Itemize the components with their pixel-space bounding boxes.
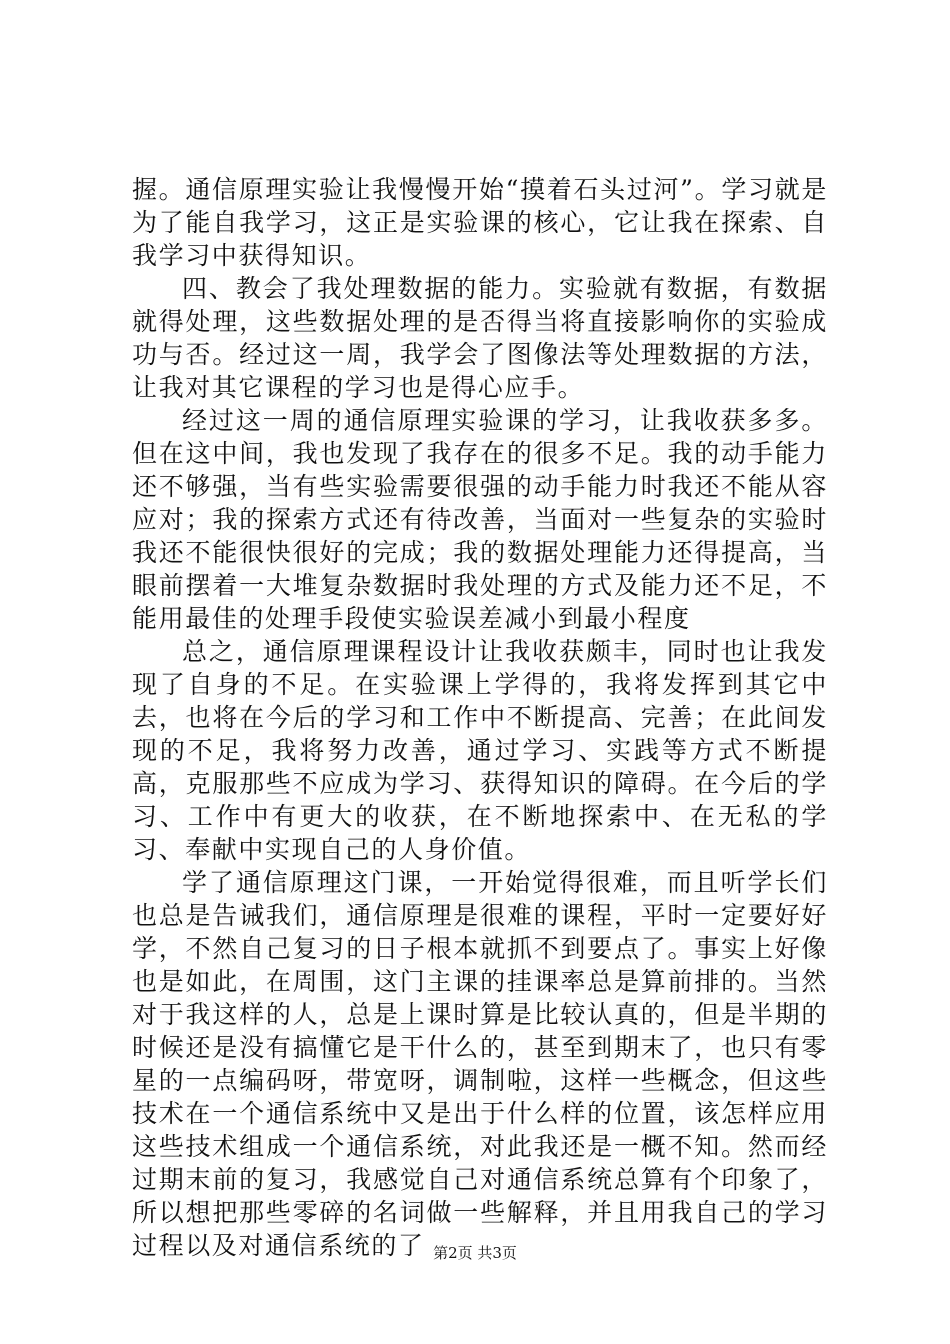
paragraph-data-processing: 四、教会了我处理数据的能力。实验就有数据，有数据就得处理，这些数据处理的是否得当将直接影响你的实验成功与否。经过这一周，我学会了图像法等处理数据的方法，让我对其它课程的学习也是得心应手。 (132, 274, 828, 402)
paragraph-shortcomings: 经过这一周的通信原理实验课的学习，让我收获多多。但在这中间，我也发现了我存在的很多不足。我的动手能力还不够强，当有些实验需要很强的动手能力时我还不能从容应对；我的探索方式还有待改善，当面对一些复杂的实验时我还不能很快很好的完成；我的数据处理能力还得提高，当眼前摆着一大堆复杂数据时我处理的方式及能力还不足，不能用最佳的处理手段使实验误差减小到最小程度 (132, 406, 828, 633)
document-body (132, 173, 828, 1262)
paragraph-summary: 总之，通信原理课程设计让我收获颇丰，同时也让我发现了自身的不足。在实验课上学得的，我将发挥到其它中去，也将在今后的学习和工作中不断提高、完善；在此间发现的不足，我将努力改善，通过学习、实践等方式不断提高，克服那些不应成为学习、获得知识的障碍。在今后的学习、工作中有更大的收获，在不断地探索中、在无私的学习、奉献中实现自己的人身价值。 (132, 637, 828, 864)
paragraph-course-reflection: 学了通信原理这门课，一开始觉得很难，而且听学长们也总是告诫我们，通信原理是很难的课程，平时一定要好好学，不然自己复习的日子根本就抓不到要点了。事实上好像也是如此，在周围，这门主课的挂课率总是算前排的。当然对于我这样的人，总是上课时算是比较认真的，但是半期的时候还是没有搞懂它是干什么的，甚至到期末了，也只有零星的一点编码呀，带宽呀，调制啦，这样一些概念，但这些技术在一个通信系统中又是出于什么样的位置，该怎样应用这些技术组成一个通信系统，对此我还是一概不知。然而经过期末前的复习，我感觉自己对通信系统总算有个印象了，所以想把那些零碎的名词做一些解释，并且用我自己的学习过程以及对通信系统的了 (132, 868, 828, 1260)
paragraph-continuation: 握。通信原理实验让我慢慢开始“摸着石头过河”。学习就是为了能自我学习，这正是实验课的核心，它让我在探索、自我学习中获得知识。 (132, 175, 828, 270)
page-footer: 第2页 共3页 (433, 1244, 517, 1262)
